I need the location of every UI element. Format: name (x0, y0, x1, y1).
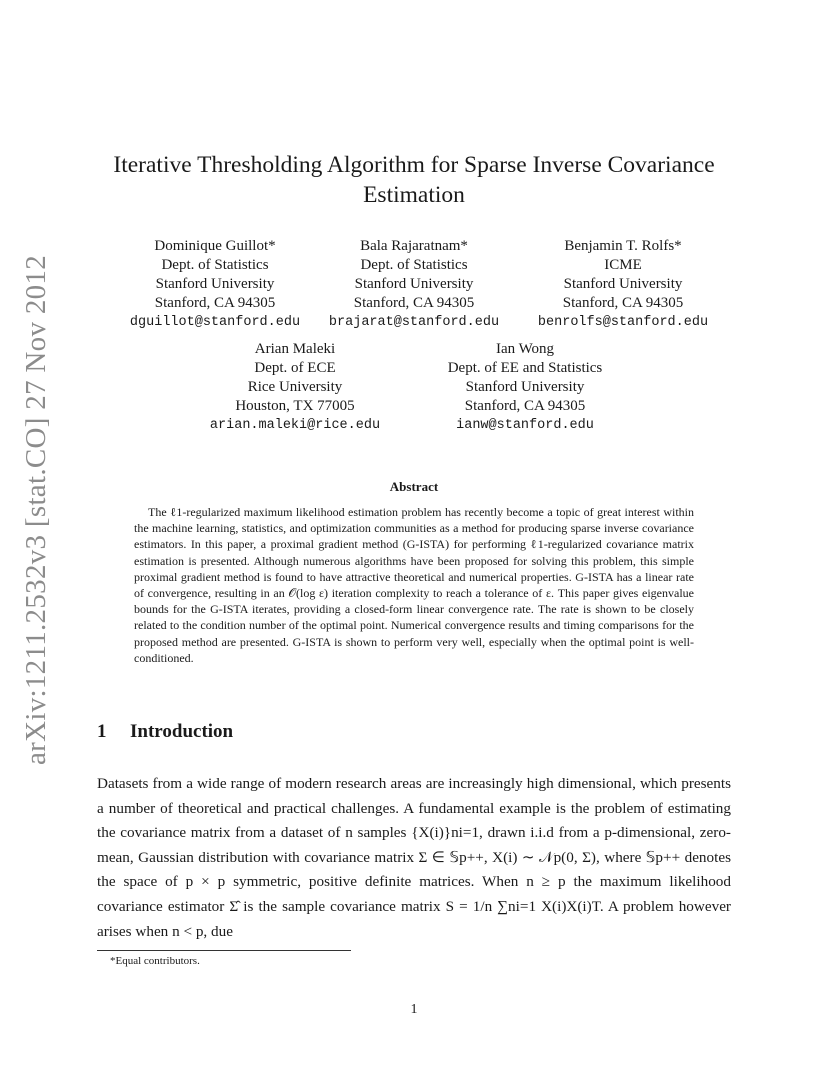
author-name: Ian Wong (495, 341, 555, 357)
author-department: Dept. of EE and Statistics (447, 360, 603, 376)
author-block (522, 237, 724, 332)
author-institution: Stanford University (465, 379, 585, 395)
author-block (420, 340, 630, 435)
footnote-divider (97, 950, 351, 951)
author-department: Dept. of ECE (254, 360, 336, 376)
paper-title: Iterative Thresholding Algorithm for Sparse Inverse Covariance Estimation (113, 152, 715, 208)
footnote: *Equal contributors. (110, 955, 200, 967)
section-heading (97, 721, 233, 743)
section-number: 1 (97, 721, 107, 742)
author-address: Houston, TX 77005 (235, 398, 355, 414)
author-department: ICME (604, 257, 642, 273)
author-address: Stanford, CA 94305 (562, 295, 684, 311)
author-name: Bala Rajaratnam* (360, 238, 468, 254)
section-title: Introduction (130, 721, 234, 742)
author-department: Dept. of Statistics (161, 257, 269, 273)
introduction-text: Datasets from a wide range of modern research areas are increasingly high dimensional, which presents a number of theoretical and practical challenges. A fundamental example is the problem of estimating the covariance matrix from a dataset of n samples {X(i)}ni=1, drawn i.i.d from a p-dimensional, zero-mean, Gaussian distribution with covariance matrix Σ ∈ 𝕊p++, X(i) ∼ 𝒩p(0, Σ), where 𝕊p++ denotes the space of p × p symmetric, positive definite matrices. When n ≥ p the maximum likelihood covariance estimator Σ̂ is the sample covariance matrix S = 1/n ∑ni=1 X(i)X(i)T. A problem however arises when n < p, due (97, 775, 731, 940)
author-email: ianw@stanford.edu (456, 418, 594, 433)
author-email: dguillot@stanford.edu (129, 315, 301, 330)
author-block (200, 340, 390, 435)
author-institution: Rice University (247, 379, 343, 395)
author-institution: Stanford University (354, 276, 474, 292)
author-address: Stanford, CA 94305 (353, 295, 475, 311)
author-email: benrolfs@stanford.edu (537, 315, 709, 330)
author-name: Benjamin T. Rolfs* (564, 238, 682, 254)
author-address: Stanford, CA 94305 (154, 295, 276, 311)
author-institution: Stanford University (155, 276, 275, 292)
author-department: Dept. of Statistics (360, 257, 468, 273)
abstract-heading: Abstract (389, 479, 439, 494)
page-number: 1 (410, 1002, 418, 1017)
author-block (110, 237, 320, 332)
author-email: brajarat@stanford.edu (328, 315, 500, 330)
author-block (313, 237, 515, 332)
author-name: Dominique Guillot* (154, 238, 276, 254)
author-email: arian.maleki@rice.edu (209, 418, 381, 433)
author-name: Arian Maleki (254, 341, 336, 357)
abstract-text: The ℓ1-regularized maximum likelihood estimation problem has recently become a topic of great interest within the machine learning, statistics, and optimization communities as a method for producing sparse inverse covariance estimators. In this paper, a proximal gradient method (G-ISTA) for performing ℓ1-regularized covariance matrix estimation is presented. Although numerous algorithms have been proposed for solving this problem, this simple proximal gradient method is found to have attractive theoretical and numerical properties. G-ISTA has a linear rate of convergence, resulting in an 𝒪(log ε) iteration complexity to reach a tolerance of ε. This paper gives eigenvalue bounds for the G-ISTA iterates, providing a closed-form linear convergence rate. The rate is shown to be closely related to the condition number of the optimal point. Numerical convergence results and timing comparisons for the proposed method are presented. G-ISTA is shown to perform very well, especially when the optimal point is well-conditioned. (134, 505, 694, 665)
author-institution: Stanford University (563, 276, 683, 292)
arxiv-identifier-stamp: arXiv:1211.2532v3 [stat.CO] 27 Nov 2012 (20, 254, 52, 765)
author-address: Stanford, CA 94305 (464, 398, 586, 414)
